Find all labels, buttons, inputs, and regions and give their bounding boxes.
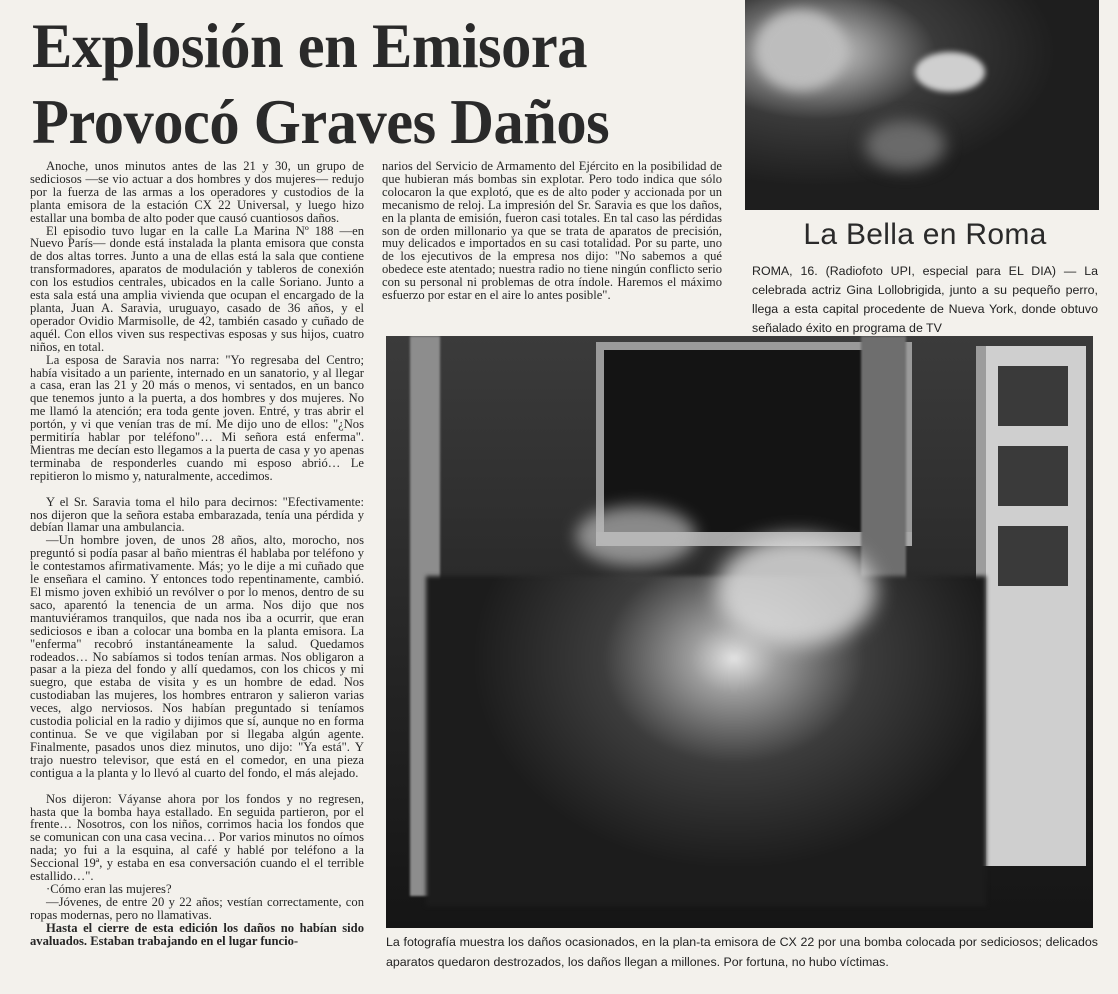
article-paragraph: Hasta el cierre de esta edición los daños no habían sido avaluados. Estaban trabajando en el lugar funcio- — [30, 920, 364, 948]
article-paragraph: La esposa de Saravia nos narra: "Yo regresaba del Centro; había visitado a un pariente, internado en un sanatorio, y al llegar a casa, eran las 21 y 20 más o menos, vi sentados, en un banco que tenemos junto a la puerta, a dos hombres y dos mujeres. No me llamó la atención; era toda gente joven. Entré, y tras abrir el portón, y vi que venían tras de mí. Me dijo uno de ellos: "¿Nos permitiría hablar por teléfono"… Mi señora está enferma". Mientras me decían esto llegamos a la puerta de casa y yo apenas terminaba de responderles cuando mi esposo abrió… Le repitieron lo mismo y, naturalmente, accedimos. — [30, 352, 364, 483]
headline-line-1: Explosión en Emisora — [32, 11, 587, 81]
explosion-damage-photo — [386, 336, 1093, 928]
headline-line-2: Provocó Graves Daños — [32, 87, 610, 157]
article-paragraph: narios del Servicio de Armamento del Ejército en la posibilidad de que hubieran más bombas sin explotar. Pero todo indica que sólo colocaron la que explotó, que es de alto poder y accionada por un mecanismo de reloj. La impresión del Sr. Saravia es que los daños, en la planta de emisión, fueron casi totales. En tal caso las pérdidas son de orden millonario ya que se trata de aparatos de precisión, muy delicados e importados en su casi totalidad. Por su parte, uno de los ejecutivos de la empresa nos dijo: "No sabemos a qué obedece este atentado; nuestra radio no tiene ningún conflicto serio con su personal ni problemas de otra índole. Haremos el máximo esfuerzo por estar en el aire lo antes posible". — [382, 159, 722, 303]
article-paragraph: —Jóvenes, de entre 20 y 22 años; vestían correctamente, con ropas modernas, pero no llamativas. — [30, 894, 364, 922]
sidebar-title: La Bella en Roma — [803, 218, 1047, 251]
article-paragraph: —Un hombre joven, de unos 28 años, alto, morocho, nos preguntó si podía pasar al baño mientras él hablaba por teléfono y le contestamos afirmativamente. Más; yo le dije a mi cuñado que le enseñara el camino. Y entonces todo repentinamente, cambió. El mismo joven exhibió un revólver o por lo menos, dentro de su saco, aparentó la tenencia de un arma. Nos dijo que nos mantuviéramos tranquilos, que nada nos iba a ocurrir, que eran sediciosos e iban a colocar una bomba en la planta emisora. La "enferma" recobró instantáneamente la salud. Quedamos rodeados… No sabíamos si todos tenían armas. Nos obligaron a pasar a la pieza del fondo y allí quedamos, con los chicos y mi suegro, que estaba de visita y es un hombre de edad. Nos custodiaban las mujeres, los hombres entraron y salieron varias veces, algo nerviosos. Nos habían preguntado si teníamos custodia policial en la radio y dijimos que sí, aunque no en forma continua. Se ve que vigilaban por si llegaba algún agente. Finalmente, pasados unos diez minutos, uno dijo: "Ya está". Y trajo nuestro televisor, que está en el comedor, en una pieza contigua a la planta y lo llevó al cuarto del fondo, el más alejado. — [30, 533, 364, 780]
article-paragraph: Anoche, unos minutos antes de las 21 y 30, un grupo de sediciosos —se vio actuar a dos hombres y dos mujeres— redujo por la fuerza de las armas a los operadores y custodios de la planta emisora de la estación CX 22 Universal, y luego hizo estallar una bomba de alto poder que causó cuantiosos daños. — [30, 159, 364, 225]
lollobrigida-photo — [745, 0, 1099, 210]
article-question: ·Cómo eran las mujeres? — [46, 881, 172, 896]
article-column-1 — [30, 160, 364, 947]
article-paragraph: Y el Sr. Saravia toma el hilo para decirnos: "Efectivamente: nos dijeron que la señora estaba embarazada, tenía una pérdida y debían llamar una ambulancia. — [30, 494, 364, 535]
article-paragraph: El episodio tuvo lugar en la calle La Marina Nº 188 —en Nuevo París— donde está instalada la planta emisora que consta de dos altas torres. Junto a una de ellas está la sala que contiene transformadores, aparatos de modulación y tableros de conexión con los estudios centrales, ubicados en la calle Soriano. Junto a esta sala está una amplia vivienda que ocupan el encargado de la planta, Juan A. Saravia, uruguayo, casado de 36 años, y el operador Ovidio Marmisolle, de 42, también casado y cuñado de aquél. Con ellos viven sus respectivas esposas y sus hijos, cuatro niños, en total. — [30, 223, 364, 354]
sidebar-caption: ROMA, 16. (Radiofoto UPI, especial para EL DIA) — La celebrada actriz Gina Lollobrigida, junto a su pequeño perro, llega a esta capital procedente de Nueva York, donde obtuvo señalado éxito en programa de TV — [752, 264, 1098, 335]
headline — [32, 8, 704, 160]
article-paragraph: Nos dijeron: Váyanse ahora por los fondos y no regresen, hasta que la bomba haya estallado. En seguida partieron, por el frente… Nosotros, con los niños, corrimos hacia los fondos que se comunican con una casa vecina… Por varios minutos no oímos nada; yo fui a la esquina, al café y hablé por teléfono a la Seccional 19ª, y estaba en esa conversación cuando el el terrible estallido…". — [30, 791, 364, 884]
photo-caption: La fotografía muestra los daños ocasionados, en la plan-ta emisora de CX 22 por una bomba colocada por sediciosos; delicados aparatos quedaron destrozados, los daños llegan a millones. Por fortuna, no hubo víctimas. — [386, 935, 1098, 969]
article-column-2 — [382, 160, 722, 302]
